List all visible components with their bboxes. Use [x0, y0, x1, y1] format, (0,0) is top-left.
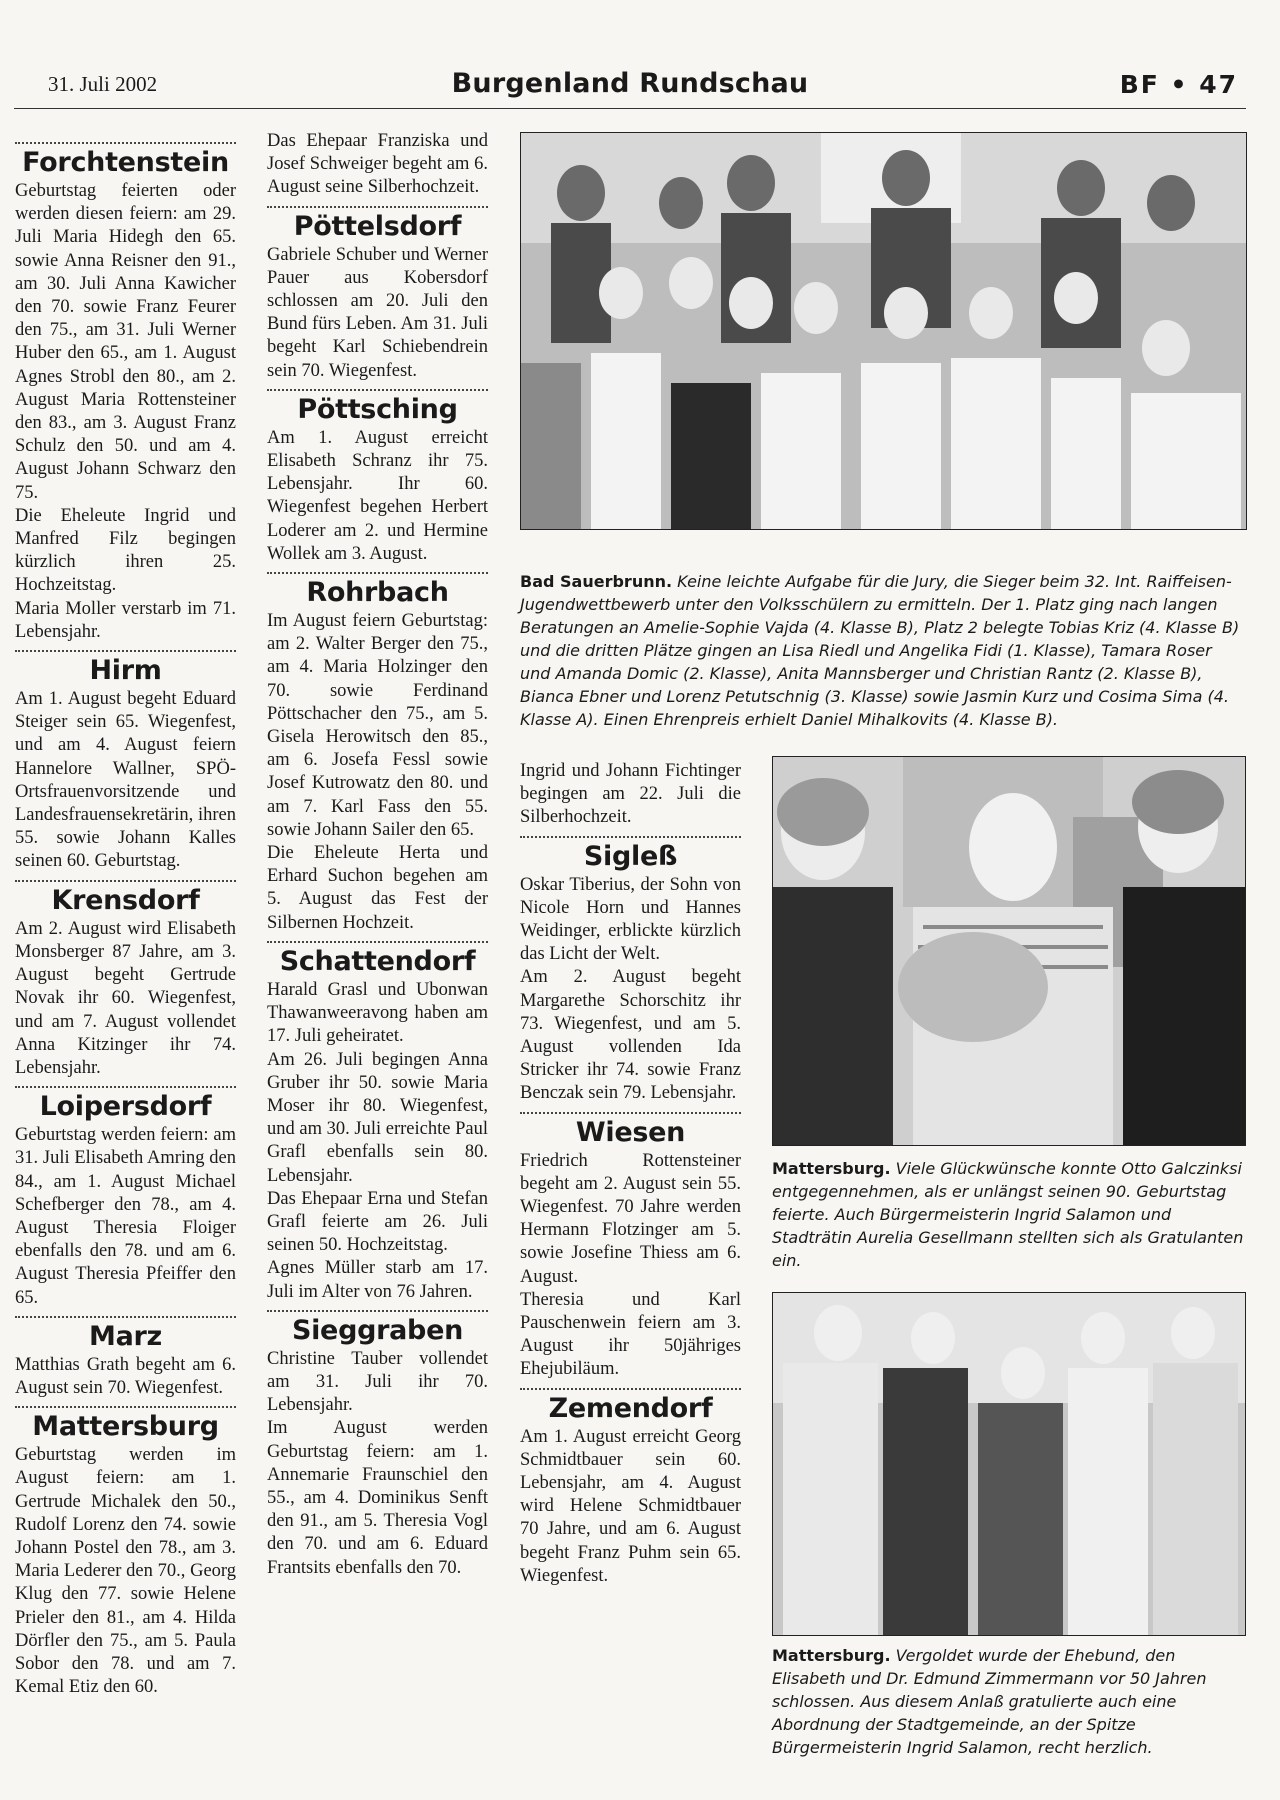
photo-caption-mattersburg-wedding — [772, 1644, 1244, 1759]
page-header — [14, 68, 1246, 109]
issue-date: 31. Juli 2002 — [48, 72, 158, 96]
paragraph: Das Ehepaar Erna und Stefan Grafl feierte am 26. Juli seinen 50. Hochzeitstag. — [267, 1188, 488, 1256]
paragraph: Agnes Müller starb am 17. Juli im Alter von 76 Jahren. — [267, 1258, 488, 1302]
column-1 — [15, 136, 236, 1699]
paragraph: Christine Tauber vollendet am 31. Juli ihr 70. Lebensjahr. — [267, 1348, 488, 1416]
heading-mattersburg: Mattersburg — [32, 1411, 219, 1443]
heading-poettsching: Pöttsching — [297, 393, 458, 425]
paragraph: Am 2. August wird Elisabeth Monsberger 87 Jahre, am 3. August begeht Gertrude Novak ihr 60. Wiegenfest, und am 7. August vollendet Anna Kitzinger ihr 74. Lebensjahr. — [15, 918, 236, 1078]
caption-place: Mattersburg. — [772, 1159, 891, 1178]
column-2 — [267, 130, 488, 1580]
caption-text: Keine leichte Aufgabe für die Jury, die Sieger beim 32. Int. Raiffeisen-Jugendwettbewerb unter den Volksschülern zu ermitteln. Der 1. Platz ging nach langen Beratungen an Amelie-Sophie Vajda (4. Klasse B), Platz 2 belegte Tobias Kriz (4. Klasse B) und die dritten Plätze gingen an Lisa Riedl und Angelika Fidi (1. Klasse), Tamara Roser und Amanda Domic (2. Klasse), Anita Mannsberger und Christian Rantz (2. Klasse B), Bianca Ebner und Lorenz Petutschnig (3. Klasse) sowie Jasmin Kurz und Cosima Sima (4. Klasse A). Einen Ehrenpreis erhielt Daniel Mihalkovits (4. Klasse B). — [520, 572, 1240, 729]
dotted-divider — [15, 650, 236, 652]
paragraph: Friedrich Rottensteiner begeht am 2. August sein 55. Wiegenfest. 70 Jahre werden Hermann Flotzinger am 5. sowie Josefine Thiess am 6. August. — [520, 1150, 741, 1287]
paragraph: Geburtstag werden im August feiern: am 1. Gertrude Michalek den 50., Rudolf Lorenz den 74. sowie Johann Postel den 78., am 3. Maria Lederer den 70., Georg Klug den 77. sowie Helene Prieler den 81., am 4. Hilda Dörfler den 75., am 5. Paula Sobor den 78. und am 7. Kemal Etiz den 60. — [15, 1445, 236, 1698]
dotted-divider — [267, 1310, 488, 1312]
heading-forchtenstein: Forchtenstein — [22, 147, 229, 178]
group-photo-children — [520, 132, 1247, 530]
paragraph: Harald Grasl und Ubonwan Thawanweeravong haben am 17. Juli geheiratet. — [267, 979, 488, 1047]
dotted-divider — [520, 836, 741, 838]
dotted-divider — [520, 1112, 741, 1114]
paragraph: Geburtstag werden feiern: am 31. Juli Elisabeth Amring den 84., am 1. August Michael Schefberger den 78., am 4. August Theresia Floiger ebenfalls den 78. und am 6. August Theresia Pfeiffer den 65. — [15, 1125, 236, 1308]
dotted-divider — [267, 572, 488, 574]
heading-hirm: Hirm — [89, 655, 162, 687]
page-number: BF • 47 — [1119, 70, 1238, 99]
golden-wedding-photo — [772, 1292, 1246, 1636]
heading-wiesen: Wiesen — [575, 1116, 686, 1148]
paragraph: Gabriele Schuber und Werner Pauer aus Kobersdorf schlossen am 20. Juli den Bund fürs Leben. Am 31. Juli begeht Karl Schiebendrein sein 70. Wiegenfest. — [267, 244, 488, 381]
dotted-divider — [15, 1086, 236, 1088]
caption-text: Viele Glückwünsche konnte Otto Galczinksi entgegennehmen, als er unlängst seinen 90. Geburtstag feierte. Auch Bürgermeisterin Ingrid Salamon und Stadträtin Aurelia Gesellmann stellten sich als Gratulanten ein. — [772, 1159, 1244, 1270]
caption-place: Mattersburg. — [772, 1646, 891, 1665]
dotted-divider — [15, 880, 236, 882]
paragraph: Am 1. August erreicht Elisabeth Schranz ihr 75. Lebensjahr. Ihr 60. Wiegenfest begehen Herbert Loderer am 2. und Hermine Wollek am 3. August. — [267, 427, 488, 564]
paragraph: Im August feiern Geburtstag: am 2. Walter Berger den 75., am 4. Maria Holzinger den 70. sowie Ferdinand Pöttschacher den 75., am 5. Gisela Herowitsch den 85., am 6. Josefa Fessl sowie Josef Kutrowatz den 80. und am 7. Karl Fass den 55. sowie Johann Sailer den 65. — [267, 611, 488, 840]
caption-place: Bad Sauerbrunn. — [520, 572, 673, 591]
paragraph: Im August werden Geburtstag feiern: am 1. Annemarie Fraunschiel den 55., am 4. Dominikus Senft den 91., am 5. Theresia Vogl den 70. und am 6. Eduard Frantsits ebenfalls den 70. — [267, 1418, 488, 1578]
heading-sieggraben: Sieggraben — [291, 1314, 464, 1346]
dotted-divider — [15, 1316, 236, 1318]
paragraph: Das Ehepaar Franziska und Josef Schweiger begeht am 6. August seine Silberhochzeit. — [267, 131, 488, 198]
paragraph: Oskar Tiberius, der Sohn von Nicole Horn und Hannes Weidinger, erblickte kürzlich das Licht der Welt. — [520, 874, 741, 965]
paragraph: Am 1. August erreicht Georg Schmidtbauer sein 60. Lebensjahr, am 4. August wird Helene Schmidtbauer 70 Jahre, und am 6. August begeht Franz Puhm sein 65. Wiegenfest. — [520, 1426, 741, 1586]
heading-zemendorf: Zemendorf — [548, 1392, 713, 1424]
section-title: Burgenland Rundschau — [451, 68, 809, 99]
photo-caption-mattersburg-birthday — [772, 1157, 1244, 1272]
dotted-divider — [267, 206, 488, 208]
dotted-divider — [267, 941, 488, 943]
paragraph: Die Eheleute Ingrid und Manfred Filz begingen kürzlich ihren 25. Hochzeitstag. — [15, 505, 236, 596]
paragraph: Geburtstag feierten oder werden diesen feiern: am 29. Juli Maria Hidegh den 65. sowie Anna Reisner den 91., am 30. Juli Anna Kawicher den 70. sowie Franz Feurer den 75., am 31. Juli Werner Huber den 65., am 1. August Agnes Strobl den 80., am 2. August Maria Rottensteiner den 83., am 3. August Franz Schulz den 50. und am 4. August Johann Schwarz den 75. — [15, 181, 236, 503]
heading-marz: Marz — [89, 1320, 162, 1352]
heading-poettelsdorf: Pöttelsdorf — [293, 210, 462, 242]
dotted-divider — [267, 389, 488, 391]
birthday-photo — [772, 756, 1246, 1146]
heading-loipersdorf: Loipersdorf — [39, 1091, 212, 1123]
heading-schattendorf: Schattendorf — [279, 945, 476, 977]
paragraph: Theresia und Karl Pauschenwein feiern am 3. August ihr 50jähriges Ehejubiläum. — [520, 1289, 741, 1380]
dotted-divider — [15, 142, 236, 144]
paragraph: Am 26. Juli begingen Anna Gruber ihr 50. sowie Maria Moser ihr 80. Wiegenfest, und am 30. Juli erreichte Paul Grafl ebenfalls sein 80. Lebensjahr. — [267, 1049, 488, 1186]
paragraph: Die Eheleute Herta und Erhard Suchon begehen am 5. August das Fest der Silbernen Hochzeit. — [267, 843, 488, 933]
heading-rohrbach: Rohrbach — [306, 577, 449, 609]
column-3 — [520, 760, 741, 1588]
paragraph: Ingrid und Johann Fichtinger begingen am 22. Juli die Silberhochzeit. — [520, 761, 741, 828]
heading-sigless: Sigleß — [583, 840, 678, 872]
dotted-divider — [520, 1388, 741, 1390]
dotted-divider — [15, 1406, 236, 1408]
caption-text: Vergoldet wurde der Ehebund, den Elisabeth und Dr. Edmund Zimmermann vor 50 Jahren schlossen. Aus diesem Anlaß gratulierte auch eine Abordnung der Stadtgemeinde, an der Spitze Bürgermeisterin Ingrid Salamon, recht herzlich. — [772, 1646, 1207, 1757]
paragraph: Am 2. August begeht Margarethe Schorschitz ihr 73. Wiegenfest, und am 5. August vollenden Ida Stricker ihr 74. sowie Franz Benczak sein 79. Lebensjahr. — [520, 967, 741, 1104]
paragraph: Maria Moller verstarb im 71. Lebensjahr. — [15, 598, 236, 642]
paragraph: Matthias Grath begeht am 6. August sein 70. Wiegenfest. — [15, 1354, 236, 1398]
paragraph: Am 1. August begeht Eduard Steiger sein 65. Wiegenfest, und am 4. August feiern Hannelore Wallner, SPÖ-Ortsfrauenvorsitzende und Landesfrauensekretärin, ihren 55. sowie Johann Kalles seinen 60. Geburtstag. — [15, 689, 236, 872]
photo-caption-bad-sauerbrunn — [520, 570, 1245, 731]
heading-krensdorf: Krensdorf — [51, 884, 200, 916]
